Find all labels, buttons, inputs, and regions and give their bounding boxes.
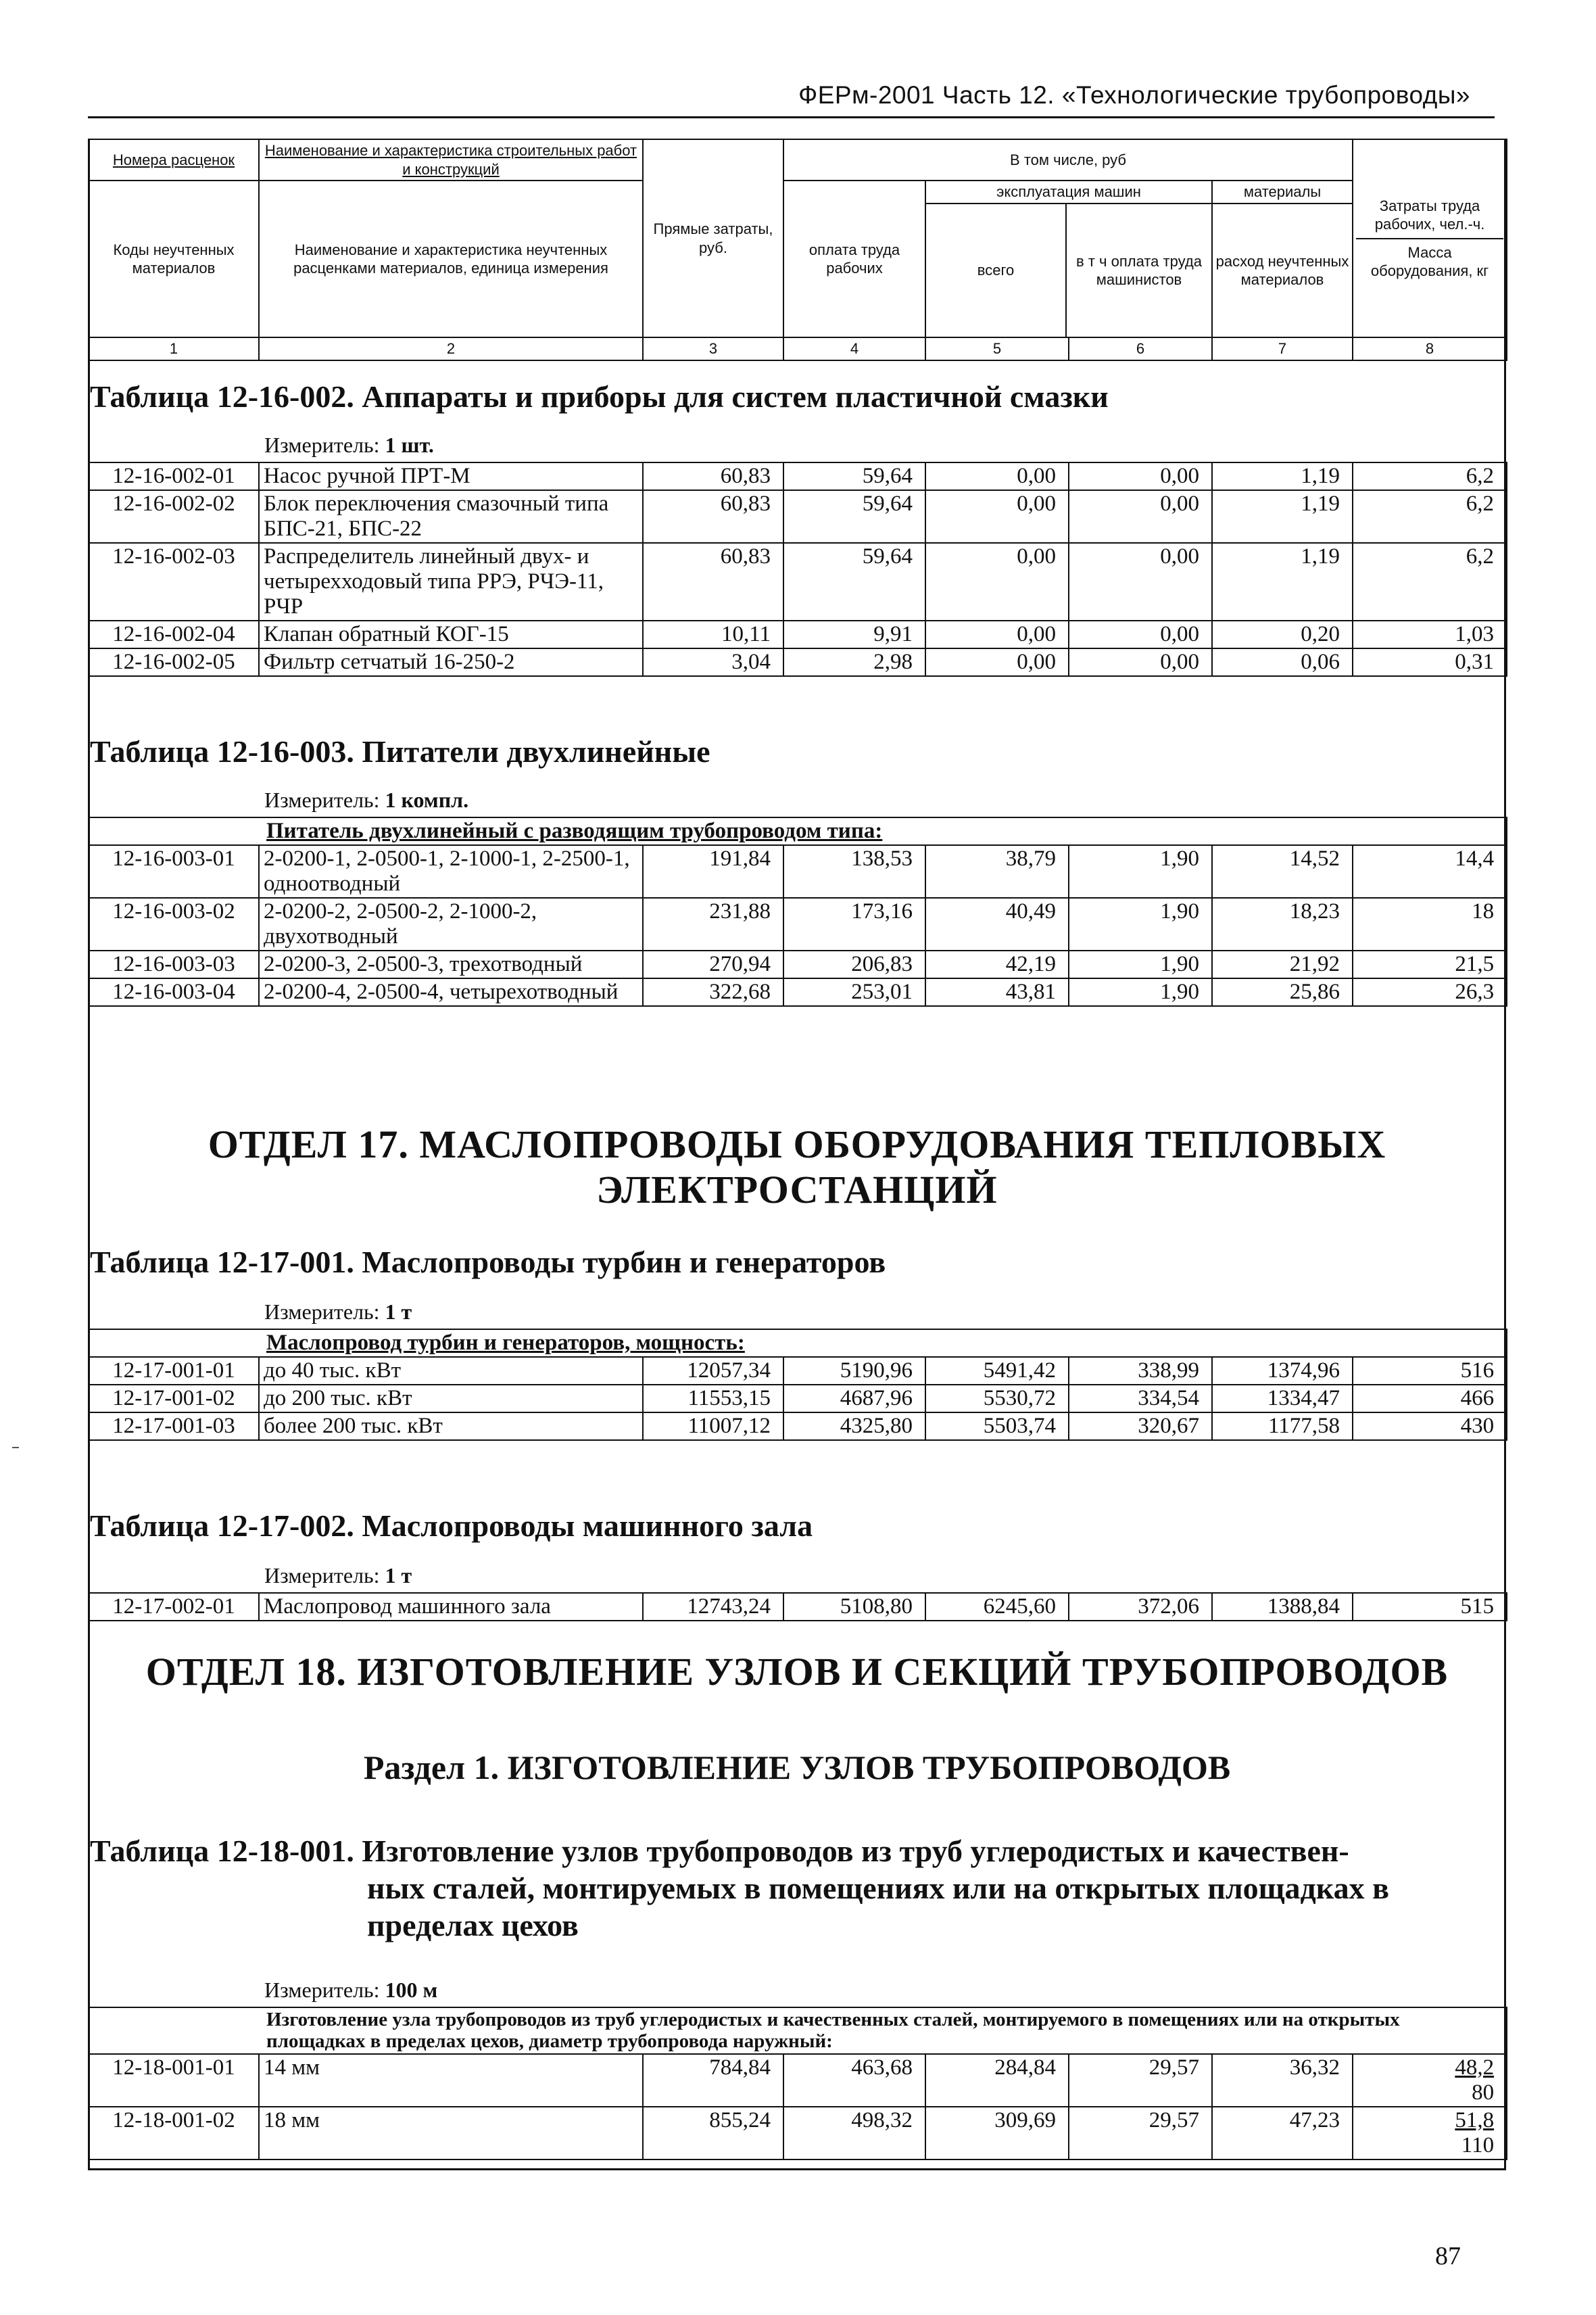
col-naim-top: Наименование и характеристика строительных работ и конструкций xyxy=(259,139,643,181)
cell-pryamye: 12057,34 xyxy=(643,1357,783,1385)
cell-oplata: 59,64 xyxy=(783,543,925,621)
subheader-text: Питатель двухлинейный с разводящим трубопроводом типа: xyxy=(89,817,1507,845)
cell-oplata: 138,53 xyxy=(783,845,925,898)
cell-vsego: 5491,42 xyxy=(925,1357,1069,1385)
cell-vtch: 372,06 xyxy=(1069,1593,1212,1621)
cell-vtch: 1,90 xyxy=(1069,845,1212,898)
cell-pryamye: 784,84 xyxy=(643,2054,783,2107)
cell-oplata: 9,91 xyxy=(783,621,925,648)
row-name: 2-0200-4, 2-0500-4, четырехотводный xyxy=(259,978,643,1006)
table-row xyxy=(89,1412,1507,1440)
row-name: 2-0200-2, 2-0500-2, 2-1000-2, двухотводный xyxy=(259,898,643,951)
cell-materialy: 1388,84 xyxy=(1212,1593,1353,1621)
row-name: Клапан обратный КОГ-15 xyxy=(259,621,643,648)
cell-vtch: 0,00 xyxy=(1069,462,1212,490)
table-row xyxy=(89,2107,1507,2159)
col-num-1: 1 xyxy=(89,337,259,360)
cell-pryamye: 11553,15 xyxy=(643,1385,783,1412)
data-table-12-16-003 xyxy=(88,817,1507,1007)
measure-label: Измеритель: xyxy=(264,1563,380,1588)
measure-label: Измеритель: xyxy=(264,1299,380,1324)
subheader-row xyxy=(89,1329,1507,1357)
row-code: 12-16-002-03 xyxy=(89,543,259,621)
cell-pryamye: 60,83 xyxy=(643,490,783,543)
row-name: 14 мм xyxy=(259,2054,643,2107)
cell-oplata: 2,98 xyxy=(783,648,925,676)
cell-vsego: 0,00 xyxy=(925,648,1069,676)
subheader-row xyxy=(89,2007,1507,2054)
cell-materialy: 1334,47 xyxy=(1212,1385,1353,1412)
col-vtch: в т ч оплата труда машинистов xyxy=(1076,252,1202,288)
measure-12-17-002 xyxy=(264,1563,412,1588)
measure-12-16-003 xyxy=(264,788,468,813)
cell-zatraty-massa xyxy=(1353,2107,1507,2159)
row-code: 12-16-002-02 xyxy=(89,490,259,543)
cell-zatraty: 6,2 xyxy=(1353,490,1507,543)
cell-vtch: 1,90 xyxy=(1069,978,1212,1006)
measure-value: 100 м xyxy=(385,1978,438,2002)
cell-pryamye: 322,68 xyxy=(643,978,783,1006)
cell-vsego: 43,81 xyxy=(925,978,1069,1006)
table-title-line-1: Таблица 12-18-001. Изготовление узлов трубопроводов из труб углеродистых и качествен- xyxy=(90,1834,1349,1868)
cell-materialy: 1177,58 xyxy=(1212,1412,1353,1440)
cell-pryamye: 855,24 xyxy=(643,2107,783,2159)
cell-oplata: 5108,80 xyxy=(783,1593,925,1621)
margin-mark xyxy=(12,1447,19,1448)
cell-pryamye: 11007,12 xyxy=(643,1412,783,1440)
cell-materialy: 36,32 xyxy=(1212,2054,1353,2107)
table-row xyxy=(89,621,1507,648)
row-code: 12-18-001-01 xyxy=(89,2054,259,2107)
cell-vsego: 5530,72 xyxy=(925,1385,1069,1412)
cell-zatraty: 1,03 xyxy=(1353,621,1507,648)
cell-vtch: 0,00 xyxy=(1069,648,1212,676)
cell-zatraty: 466 xyxy=(1353,1385,1507,1412)
col-num-6: 6 xyxy=(1069,337,1212,360)
page-header: ФЕРм-2001 Часть 12. «Технологические трубопроводы» xyxy=(798,81,1470,109)
cell-massa: 110 xyxy=(1461,2132,1495,2157)
table-title-12-18-001 xyxy=(90,1832,1503,1944)
table-title-line-2: ных сталей, монтируемых в помещениях или на открытых площадках в xyxy=(367,1871,1389,1906)
cell-zatraty: 26,3 xyxy=(1353,978,1507,1006)
cell-materialy: 1,19 xyxy=(1212,543,1353,621)
razdel-1-title: Раздел 1. ИЗГОТОВЛЕНИЕ УЗЛОВ ТРУБОПРОВОДОВ xyxy=(363,1748,1231,1786)
subheader-row xyxy=(89,817,1507,845)
data-table-12-16-002 xyxy=(88,462,1507,677)
cell-pryamye: 60,83 xyxy=(643,462,783,490)
row-code: 12-17-001-03 xyxy=(89,1412,259,1440)
cell-vtch: 29,57 xyxy=(1069,2054,1212,2107)
cell-vtch: 0,00 xyxy=(1069,543,1212,621)
cell-vtch: 0,00 xyxy=(1069,621,1212,648)
col-num-5: 5 xyxy=(925,337,1069,360)
cell-vsego: 6245,60 xyxy=(925,1593,1069,1621)
table-row xyxy=(89,898,1507,951)
cell-materialy: 1,19 xyxy=(1212,490,1353,543)
column-header-table xyxy=(88,139,1507,361)
cell-oplata: 253,01 xyxy=(783,978,925,1006)
measure-value: 1 т xyxy=(385,1563,412,1588)
col-nomera: Номера расценок xyxy=(89,139,259,181)
cell-pryamye: 231,88 xyxy=(643,898,783,951)
measure-label: Измеритель: xyxy=(264,433,380,457)
page-number: 87 xyxy=(1435,2242,1461,2270)
cell-oplata: 173,16 xyxy=(783,898,925,951)
cell-materialy: 25,86 xyxy=(1212,978,1353,1006)
cell-zatraty: 0,31 xyxy=(1353,648,1507,676)
cell-pryamye: 10,11 xyxy=(643,621,783,648)
row-name: Фильтр сетчатый 16-250-2 xyxy=(259,648,643,676)
table-row xyxy=(89,1593,1507,1621)
cell-massa: 80 xyxy=(1472,2080,1495,2105)
table-row xyxy=(89,845,1507,898)
cell-zatraty: 21,5 xyxy=(1353,951,1507,978)
row-name: 2-0200-3, 2-0500-3, трехотводный xyxy=(259,951,643,978)
cell-vtch: 338,99 xyxy=(1069,1357,1212,1385)
row-name: 2-0200-1, 2-0500-1, 2-1000-1, 2-2500-1, одноотводный xyxy=(259,845,643,898)
row-name: Маслопровод машинного зала xyxy=(259,1593,643,1621)
cell-pryamye: 60,83 xyxy=(643,543,783,621)
cell-vtch: 334,54 xyxy=(1069,1385,1212,1412)
measure-12-16-002 xyxy=(264,433,434,458)
measure-value: 1 т xyxy=(385,1299,412,1324)
cell-vsego: 309,69 xyxy=(925,2107,1069,2159)
cell-zatraty: 14,4 xyxy=(1353,845,1507,898)
subheader-text: Изготовление узла трубопроводов из труб углеродистых и качественных сталей, монтируемого в помещениях или на открытых площадках в пределах цехов, диаметр трубопровода наружный: xyxy=(89,2007,1507,2054)
row-name: Насос ручной ПРТ-М xyxy=(259,462,643,490)
cell-zatraty: 516 xyxy=(1353,1357,1507,1385)
table-row xyxy=(89,978,1507,1006)
col-num-2: 2 xyxy=(259,337,643,360)
table-row xyxy=(89,648,1507,676)
cell-materialy: 21,92 xyxy=(1212,951,1353,978)
cell-vtch: 1,90 xyxy=(1069,898,1212,951)
cell-materialy: 14,52 xyxy=(1212,845,1353,898)
col-num-8: 8 xyxy=(1353,337,1507,360)
header-rule xyxy=(88,116,1495,118)
cell-vsego: 42,19 xyxy=(925,951,1069,978)
row-name: Блок переключения смазочный типа БПС-21, БПС-22 xyxy=(259,490,643,543)
data-table-12-17-002 xyxy=(88,1592,1507,1621)
cell-vtch: 320,67 xyxy=(1069,1412,1212,1440)
col-ekspluat-group xyxy=(925,181,1212,337)
cell-zatraty: 515 xyxy=(1353,1593,1507,1621)
cell-zatraty: 48,2 xyxy=(1455,2055,1495,2080)
table-row xyxy=(89,1357,1507,1385)
cell-vsego: 38,79 xyxy=(925,845,1069,898)
cell-zatraty: 51,8 xyxy=(1455,2107,1495,2132)
row-code: 12-16-003-02 xyxy=(89,898,259,951)
row-code: 12-17-002-01 xyxy=(89,1593,259,1621)
table-row xyxy=(89,951,1507,978)
col-naim-bottom: Наименование и характеристика неучтенных расценками материалов, единица измерения xyxy=(259,181,643,337)
col-v-tom-chisle: В том числе, руб xyxy=(783,139,1353,181)
col-rashod: расход неучтенных материалов xyxy=(1215,252,1349,288)
cell-materialy: 1374,96 xyxy=(1212,1357,1353,1385)
row-code: 12-16-003-04 xyxy=(89,978,259,1006)
col-kody: Коды неучтенных материалов xyxy=(89,181,259,337)
cell-pryamye: 12743,24 xyxy=(643,1593,783,1621)
measure-label: Измеритель: xyxy=(264,1978,380,2002)
section-17-title: ОТДЕЛ 17. МАСЛОПРОВОДЫ ОБОРУДОВАНИЯ ТЕПЛОВЫХ ЭЛЕКТРОСТАНЦИЙ xyxy=(208,1122,1386,1212)
cell-materialy: 0,06 xyxy=(1212,648,1353,676)
table-row xyxy=(89,462,1507,490)
col-num-7: 7 xyxy=(1212,337,1353,360)
row-name: до 200 тыс. кВт xyxy=(259,1385,643,1412)
col-massa-label: Масса оборудования, кг xyxy=(1370,243,1489,279)
table-title-12-17-001: Таблица 12-17-001. Маслопроводы турбин и генераторов xyxy=(90,1245,886,1279)
measure-12-18-001 xyxy=(264,1978,437,2003)
col-zatraty-label: Затраты труда рабочих, чел.-ч. xyxy=(1356,197,1503,239)
row-name: Распределитель линейный двух- и четырехходовый типа РРЭ, РЧЭ-11, РЧР xyxy=(259,543,643,621)
table-row xyxy=(89,543,1507,621)
table-title-12-17-002: Таблица 12-17-002. Маслопроводы машинного зала xyxy=(90,1508,813,1543)
col-zatraty xyxy=(1353,139,1507,337)
cell-materialy: 0,20 xyxy=(1212,621,1353,648)
table-row xyxy=(89,1385,1507,1412)
cell-pryamye: 191,84 xyxy=(643,845,783,898)
cell-zatraty-massa xyxy=(1353,2054,1507,2107)
row-code: 12-16-003-01 xyxy=(89,845,259,898)
cell-oplata: 5190,96 xyxy=(783,1357,925,1385)
row-code: 12-16-002-05 xyxy=(89,648,259,676)
row-name: более 200 тыс. кВт xyxy=(259,1412,643,1440)
cell-oplata: 59,64 xyxy=(783,462,925,490)
cell-oplata: 463,68 xyxy=(783,2054,925,2107)
cell-vsego: 0,00 xyxy=(925,462,1069,490)
cell-oplata: 498,32 xyxy=(783,2107,925,2159)
table-row xyxy=(89,490,1507,543)
cell-pryamye: 270,94 xyxy=(643,951,783,978)
measure-12-17-001 xyxy=(264,1299,412,1324)
cell-oplata: 4687,96 xyxy=(783,1385,925,1412)
cell-pryamye: 3,04 xyxy=(643,648,783,676)
cell-vsego: 0,00 xyxy=(925,490,1069,543)
col-pryamye: Прямые затраты, руб. xyxy=(643,139,783,337)
row-code: 12-16-002-01 xyxy=(89,462,259,490)
col-vsego: всего xyxy=(926,204,1067,337)
row-code: 12-17-001-02 xyxy=(89,1385,259,1412)
cell-vtch: 1,90 xyxy=(1069,951,1212,978)
data-table-12-17-001 xyxy=(88,1329,1507,1441)
col-materialy-group xyxy=(1212,181,1353,337)
subheader-text: Маслопровод турбин и генераторов, мощность: xyxy=(89,1329,1507,1357)
cell-vsego: 5503,74 xyxy=(925,1412,1069,1440)
row-code: 12-17-001-01 xyxy=(89,1357,259,1385)
row-code: 12-18-001-02 xyxy=(89,2107,259,2159)
cell-vsego: 40,49 xyxy=(925,898,1069,951)
cell-zatraty: 6,2 xyxy=(1353,543,1507,621)
row-code: 12-16-003-03 xyxy=(89,951,259,978)
col-materialy: материалы xyxy=(1213,181,1352,204)
table-title-12-16-003: Таблица 12-16-003. Питатели двухлинейные xyxy=(90,734,710,769)
table-row xyxy=(89,2054,1507,2107)
cell-oplata: 59,64 xyxy=(783,490,925,543)
measure-value: 1 компл. xyxy=(385,788,469,812)
table-title-12-16-002: Таблица 12-16-002. Аппараты и приборы для систем пластичной смазки xyxy=(90,379,1109,414)
cell-zatraty: 430 xyxy=(1353,1412,1507,1440)
cell-vsego: 284,84 xyxy=(925,2054,1069,2107)
cell-zatraty: 6,2 xyxy=(1353,462,1507,490)
cell-vtch: 29,57 xyxy=(1069,2107,1212,2159)
row-name: до 40 тыс. кВт xyxy=(259,1357,643,1385)
cell-materialy: 1,19 xyxy=(1212,462,1353,490)
data-table-12-18-001 xyxy=(88,2007,1507,2160)
cell-materialy: 18,23 xyxy=(1212,898,1353,951)
cell-vsego: 0,00 xyxy=(925,621,1069,648)
row-code: 12-16-002-04 xyxy=(89,621,259,648)
col-num-3: 3 xyxy=(643,337,783,360)
cell-materialy: 47,23 xyxy=(1212,2107,1353,2159)
col-ekspluat: эксплуатация машин xyxy=(926,181,1211,204)
cell-vsego: 0,00 xyxy=(925,543,1069,621)
cell-vtch: 0,00 xyxy=(1069,490,1212,543)
section-18-title: ОТДЕЛ 18. ИЗГОТОВЛЕНИЕ УЗЛОВ И СЕКЦИЙ ТРУБОПРОВОДОВ xyxy=(145,1650,1449,1694)
row-name: 18 мм xyxy=(259,2107,643,2159)
cell-zatraty: 18 xyxy=(1353,898,1507,951)
cell-oplata: 4325,80 xyxy=(783,1412,925,1440)
col-num-4: 4 xyxy=(783,337,925,360)
measure-value: 1 шт. xyxy=(385,433,434,457)
col-oplata: оплата труда рабочих xyxy=(783,181,925,337)
table-title-line-3: пределах цехов xyxy=(367,1908,579,1943)
cell-oplata: 206,83 xyxy=(783,951,925,978)
measure-label: Измеритель: xyxy=(264,788,380,812)
